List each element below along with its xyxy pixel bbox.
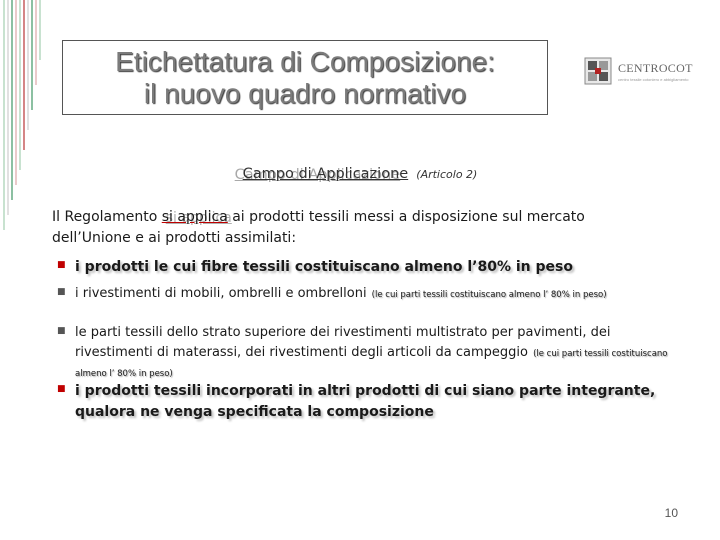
title-line-1: Etichettatura di Composizione: (115, 45, 495, 77)
logo-name: CENTROCOT (618, 60, 693, 75)
bullet-text: le parti tessili dello strato superiore dei rivestimenti multistrato per pavimenti, dei rivestimenti di materassi, dei rivestimenti degli articoli da campeggio (75, 325, 611, 360)
square-bullet-icon: ■ (57, 326, 66, 336)
list-item (52, 380, 682, 422)
list-item (52, 322, 682, 381)
section-subtitle (0, 163, 720, 182)
bullet-text: i prodotti le cui fibre tessili costituiscano almeno l’80% in peso (75, 259, 573, 275)
page-number: 10 (664, 506, 678, 520)
subtitle-note: (Articolo 2) (416, 168, 478, 181)
intro-highlight: si applica (161, 209, 228, 225)
square-bullet-icon: ■ (57, 287, 66, 297)
logo-mark-icon (584, 57, 612, 85)
intro-before: Il Regolamento (52, 209, 162, 225)
decorative-stripes (0, 0, 44, 230)
bullet-note: (le cui parti tessili costituiscano almeno l’ 80% in peso) (371, 290, 607, 300)
logo-tagline: centro tessile cotoniero e abbigliamento (618, 76, 689, 82)
slide-title (62, 40, 548, 115)
intro-paragraph (52, 207, 652, 249)
intro-after: ai prodotti tessili messi a disposizione sul mercato dell’Unione e ai prodotti assimilati: (52, 209, 585, 246)
bullet-text: i prodotti tessili incorporati in altri prodotti di cui siano parte integrante, qualora ne venga specificata la composizione (75, 383, 656, 420)
subtitle-main: Campo di Applicazione (242, 166, 409, 182)
bullet-text: i rivestimenti di mobili, ombrelli e ombrelloni (75, 286, 367, 301)
list-item (52, 283, 682, 303)
square-bullet-icon: ■ (57, 384, 66, 394)
square-bullet-icon: ■ (57, 260, 66, 270)
list-item (52, 256, 682, 277)
title-line-2: il nuovo quadro normativo (143, 77, 467, 109)
bullet-note: (le cui parti tessili costituiscano almeno l’ 80% in peso) (75, 349, 668, 379)
centrocot-logo (584, 55, 704, 87)
